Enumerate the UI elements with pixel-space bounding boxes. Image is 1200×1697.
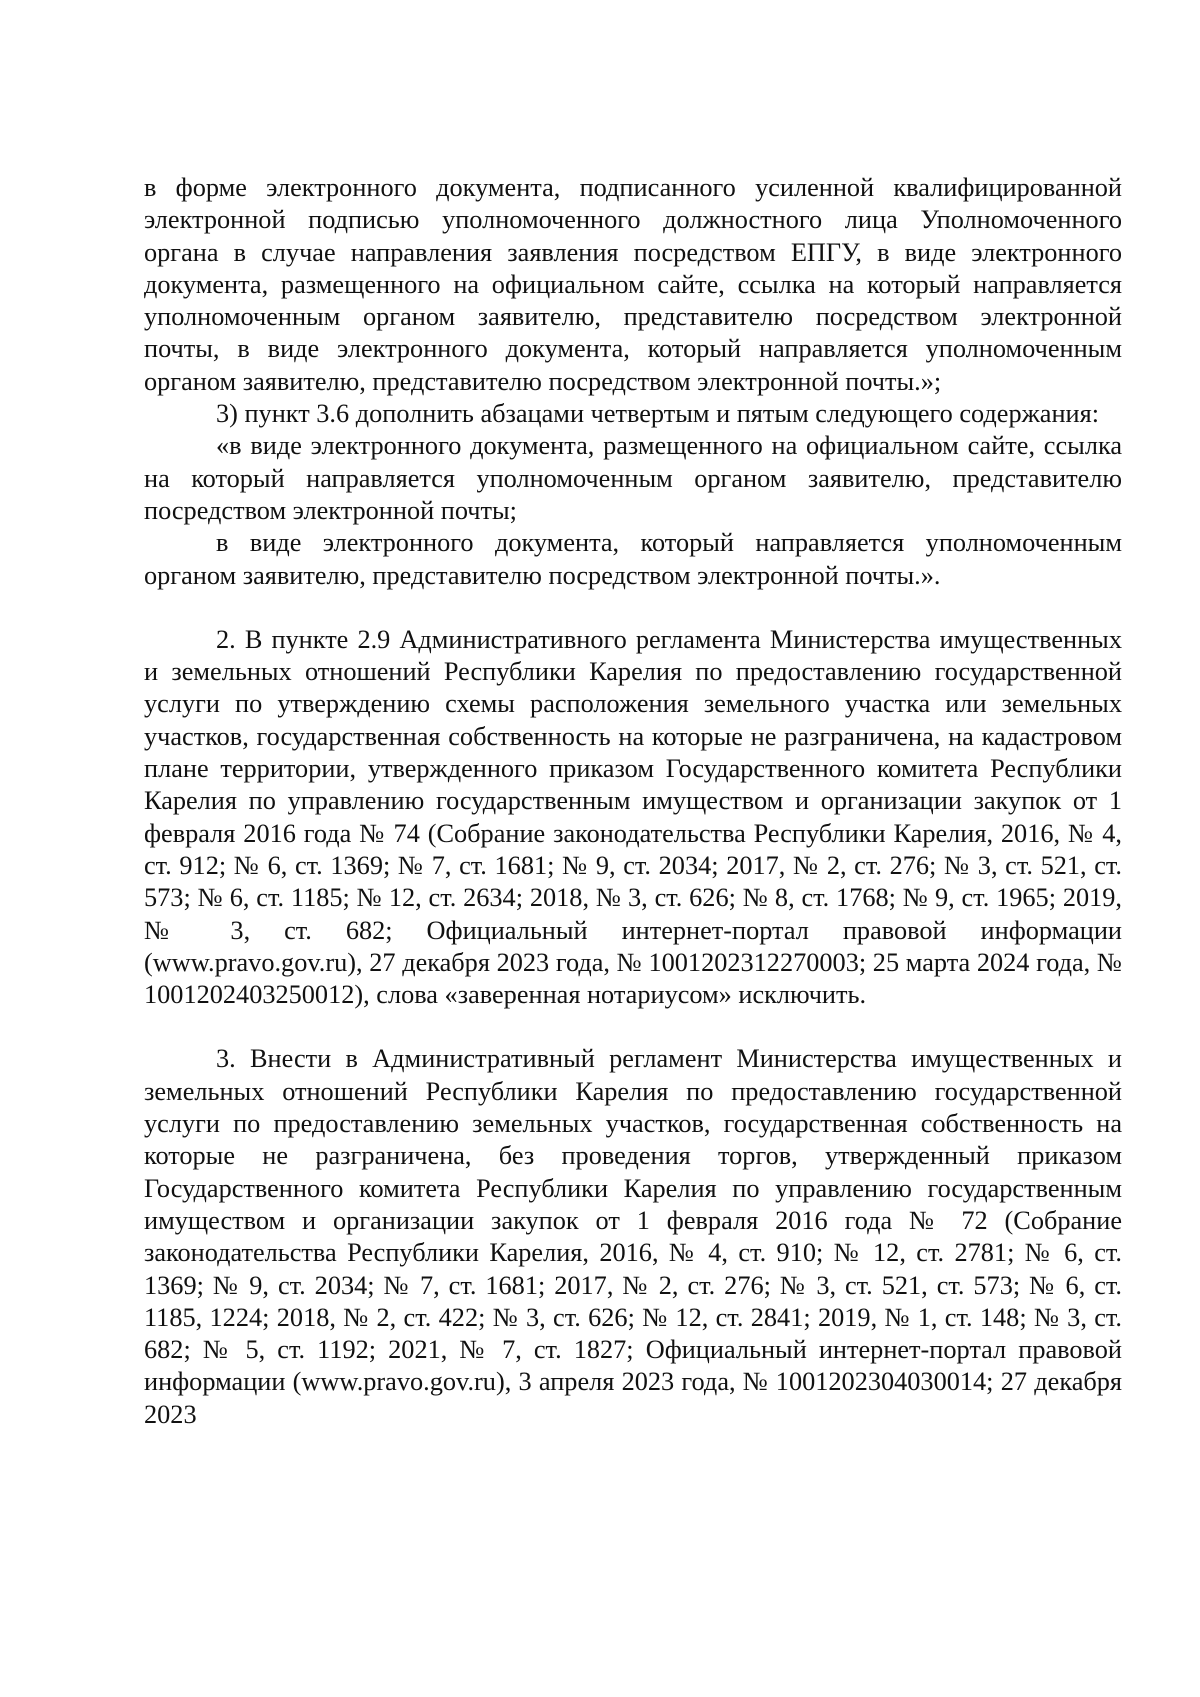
paragraph-quoted-email: в виде электронного документа, который направляется уполномоченным органом заявителю, представителю посредством электронной почты.». [144,528,1122,590]
paragraph-quoted-official-site: «в виде электронного документа, размещенного на официальном сайте, ссылка на который направляется уполномоченным органом заявителю, представителю посредством электронной почты; [144,431,1122,525]
document-body [144,172,1122,1431]
paragraph-gap [144,1011,1122,1043]
paragraph-section-2: 2. В пункте 2.9 Административного регламента Министерства имущественных и земельных отношений Республики Карелия по предоставлению государственной услуги по утверждению схемы расположения земельного участка или земельных участков, государственная собственность на которые не разграничена, на кадастровом плане территории, утвержденного приказом Государственного комитета Республики Карелия по управлению государственным имуществом и организации закупок от 1 февраля 2016 года № 74 (Собрание законодательства Республики Карелия, 2016, № 4, ст. 912; № 6, ст. 1369; № 7, ст. 1681; № 9, ст. 2034; 2017, № 2, ст. 276; № 3, ст. 521, ст. 573; № 6, ст. 1185; № 12, ст. 2634; 2018, № 3, ст. 626; № 8, ст. 1768; № 9, ст. 1965; 2019, № 3, ст. 682; Официальный интернет-портал правовой информации (www.pravo.gov.ru), 27 декабря 2023 года, № 1001202312270003; 25 марта 2024 года, № 1001202403250012), слова «заверенная нотариусом» исключить. [144,624,1122,1010]
paragraph-closing-electronic-form: в форме электронного документа, подписанного усиленной квалифицированной электронной подписью уполномоченного должностного лица Уполномоченного органа в случае направления заявления посредством ЕПГУ, в виде электронного документа, размещенного на официальном сайте, ссылка на который направляется уполномоченным органом заявителю, представителю посредством электронной почты, в виде электронного документа, который направляется уполномоченным органом заявителю, представителю посредством электронной почты.»; [144,173,1122,396]
paragraph-item-3-point-3-6: 3) пункт 3.6 дополнить абзацами четвертым и пятым следующего содержания: [216,399,1099,429]
paragraph-gap [144,592,1122,624]
paragraph-section-3: 3. Внести в Административный регламент Министерства имущественных и земельных отношений Республики Карелия по предоставлению государственной услуги по предоставлению земельных участков, государственная собственность на которые не разграничена, без проведения торгов, утвержденный приказом Государственного комитета Республики Карелия по управлению государственным имуществом и организации закупок от 1 февраля 2016 года № 72 (Собрание законодательства Республики Карелия, 2016, № 4, ст. 910; № 12, ст. 2781; № 6, ст. 1369; № 9, ст. 2034; № 7, ст. 1681; 2017, № 2, ст. 276; № 3, ст. 521, ст. 573; № 6, ст. 1185, 1224; 2018, № 2, ст. 422; № 3, ст. 626; № 12, ст. 2841; 2019, № 1, ст. 148; № 3, ст. 682; № 5, ст. 1192; 2021, № 7, ст. 1827; Официальный интернет-портал правовой информации (www.pravo.gov.ru), 3 апреля 2023 года, № 1001202304030014; 27 декабря 2023 [144,1044,1122,1429]
